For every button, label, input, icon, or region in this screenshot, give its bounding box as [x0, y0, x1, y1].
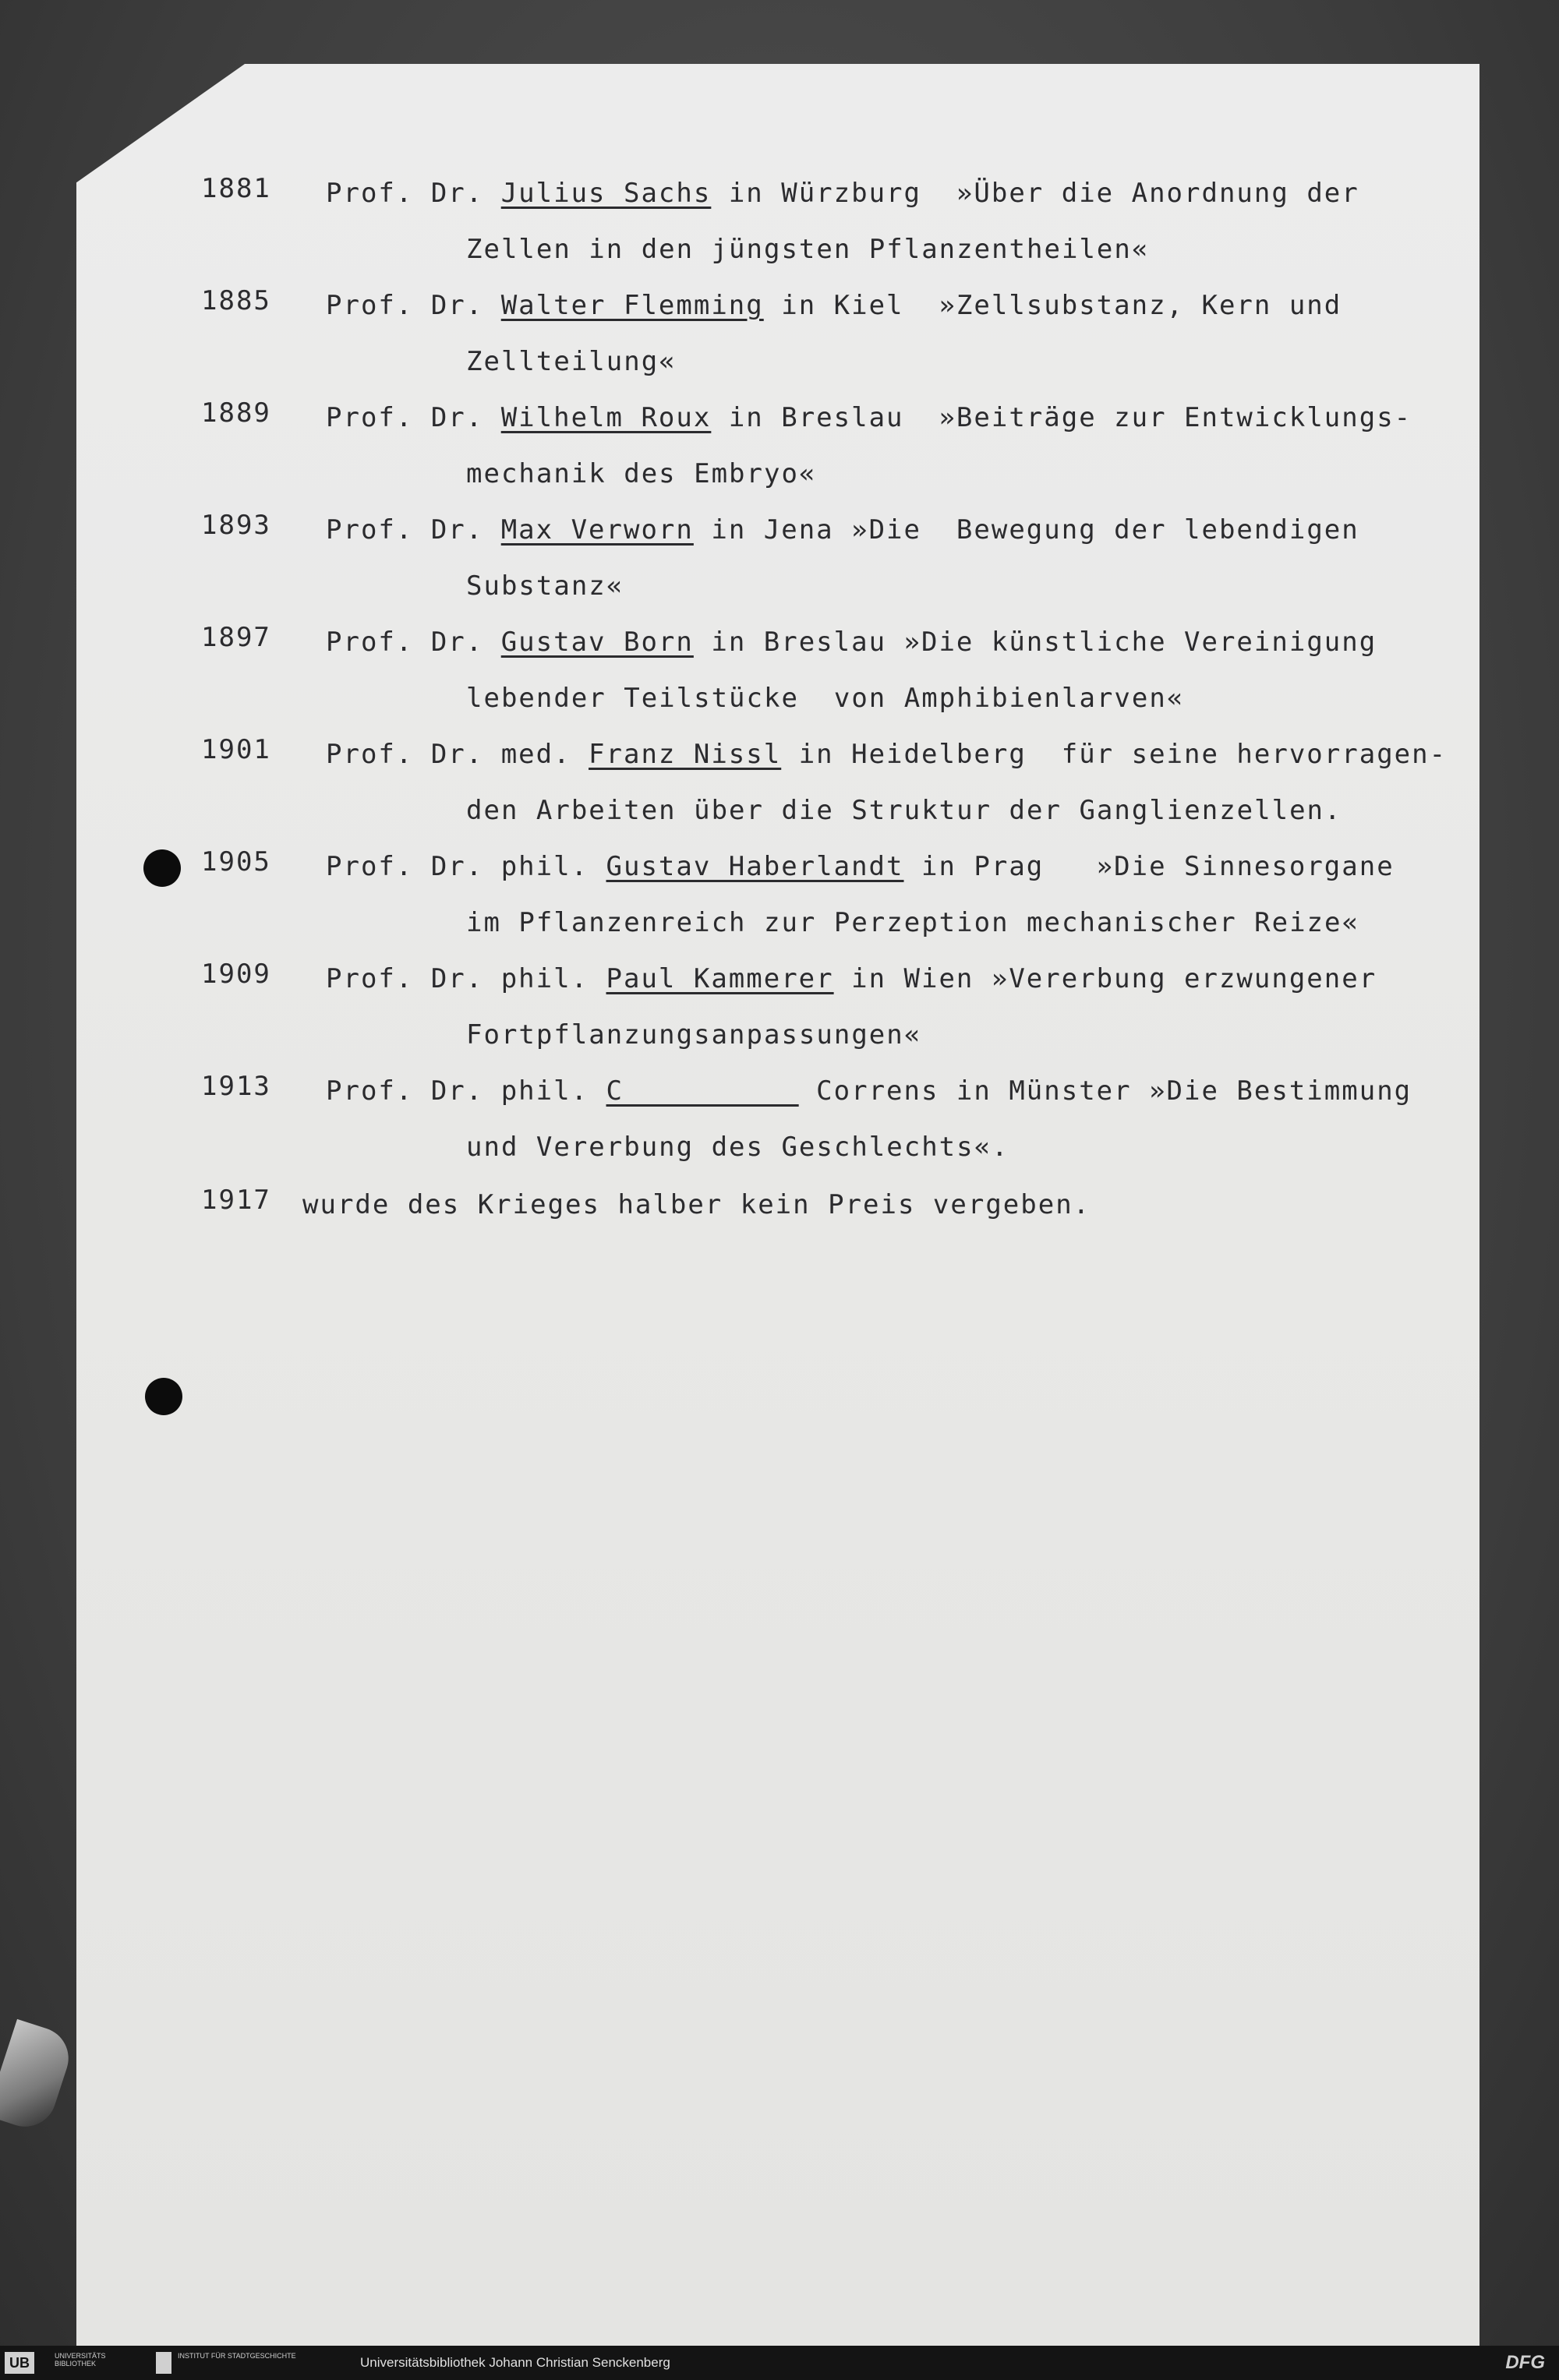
laureate-name: Julius Sachs	[500, 178, 712, 209]
entry-line-1: Prof. Dr. Walter Flemming in Kiel »Zellsubstanz, Kern und	[326, 290, 1342, 321]
footer-bar	[0, 2346, 1559, 2380]
laureate-name: Gustav Born	[500, 627, 694, 658]
laureate-name: Gustav Haberlandt	[606, 851, 904, 882]
laureate-name: Franz Nissl	[589, 739, 782, 770]
laureate-name: Wilhelm Roux	[500, 402, 712, 433]
punch-hole	[145, 1378, 182, 1415]
entry-line-2: mechanik des Embryo«	[466, 458, 817, 489]
entry-line-1: Prof. Dr. phil. Paul Kammerer in Wien »Vererbung erzwungener	[326, 963, 1377, 994]
entry-year: 1905	[201, 846, 271, 877]
entry-line-2: lebender Teilstücke von Amphibienlarven«	[466, 683, 1185, 714]
entry-line-1: Prof. Dr. med. Franz Nissl in Heidelberg für seine hervorragen-	[326, 739, 1448, 770]
dfg-logo: DFG	[1505, 2352, 1545, 2373]
punch-hole	[143, 849, 181, 887]
entry-line-1: Prof. Dr. Gustav Born in Breslau »Die künstliche Vereinigung	[326, 627, 1377, 658]
laureate-name: Paul Kammerer	[606, 963, 834, 994]
entry-line-1: Prof. Dr. Max Verworn in Jena »Die Bewegung der lebendigen	[326, 514, 1359, 546]
entry-line-2: Substanz«	[466, 570, 624, 602]
entry-year: 1889	[201, 397, 271, 429]
entry-year: 1917	[201, 1185, 271, 1216]
entry-year: 1897	[201, 622, 271, 653]
entry-year: 1901	[201, 734, 271, 765]
institute-logo-text: INSTITUT FÜR STADTGESCHICHTE	[178, 2352, 296, 2360]
entry-line-2: den Arbeiten über die Struktur der Ganglienzellen.	[466, 795, 1342, 826]
entry-line-1: Prof. Dr. phil. Gustav Haberlandt in Prag »Die Sinnesorgane	[326, 851, 1395, 882]
entry-line-2: im Pflanzenreich zur Perzeption mechanischer Reize«	[466, 907, 1359, 938]
entry-line-2: Zellen in den jüngsten Pflanzentheilen«	[466, 234, 1150, 265]
entry-year: 1913	[201, 1071, 271, 1102]
entry-year: 1893	[201, 510, 271, 541]
laureate-name: Walter Flemming	[500, 290, 764, 321]
entry-year: 1885	[201, 285, 271, 316]
entry-line-1: Prof. Dr. phil. C Correns in Münster »Die Bestimmung	[326, 1075, 1412, 1107]
entry-year: 1881	[201, 173, 271, 204]
entry-line-2: und Vererbung des Geschlechts«.	[466, 1132, 1009, 1163]
entry-line-2: Fortpflanzungsanpassungen«	[466, 1019, 922, 1051]
entry-year: 1909	[201, 959, 271, 990]
laureate-name: C	[606, 1075, 799, 1107]
laureate-name: Max Verworn	[500, 514, 694, 546]
library-name: Universitätsbibliothek Johann Christian Senckenberg	[360, 2355, 670, 2370]
ub-logo: UB	[5, 2352, 34, 2374]
entry-line-2: Zellteilung«	[466, 346, 677, 377]
entry-line-1: Prof. Dr. Wilhelm Roux in Breslau »Beiträge zur Entwicklungs-	[326, 402, 1412, 433]
ub-logo-text: UNIVERSITÄTS BIBLIOTHEK	[55, 2352, 106, 2368]
entry-line-1: Prof. Dr. Julius Sachs in Würzburg »Über die Anordnung der	[326, 178, 1359, 209]
entry-line-1: wurde des Krieges halber kein Preis vergeben.	[302, 1189, 1091, 1220]
institute-logo-icon	[156, 2352, 171, 2374]
